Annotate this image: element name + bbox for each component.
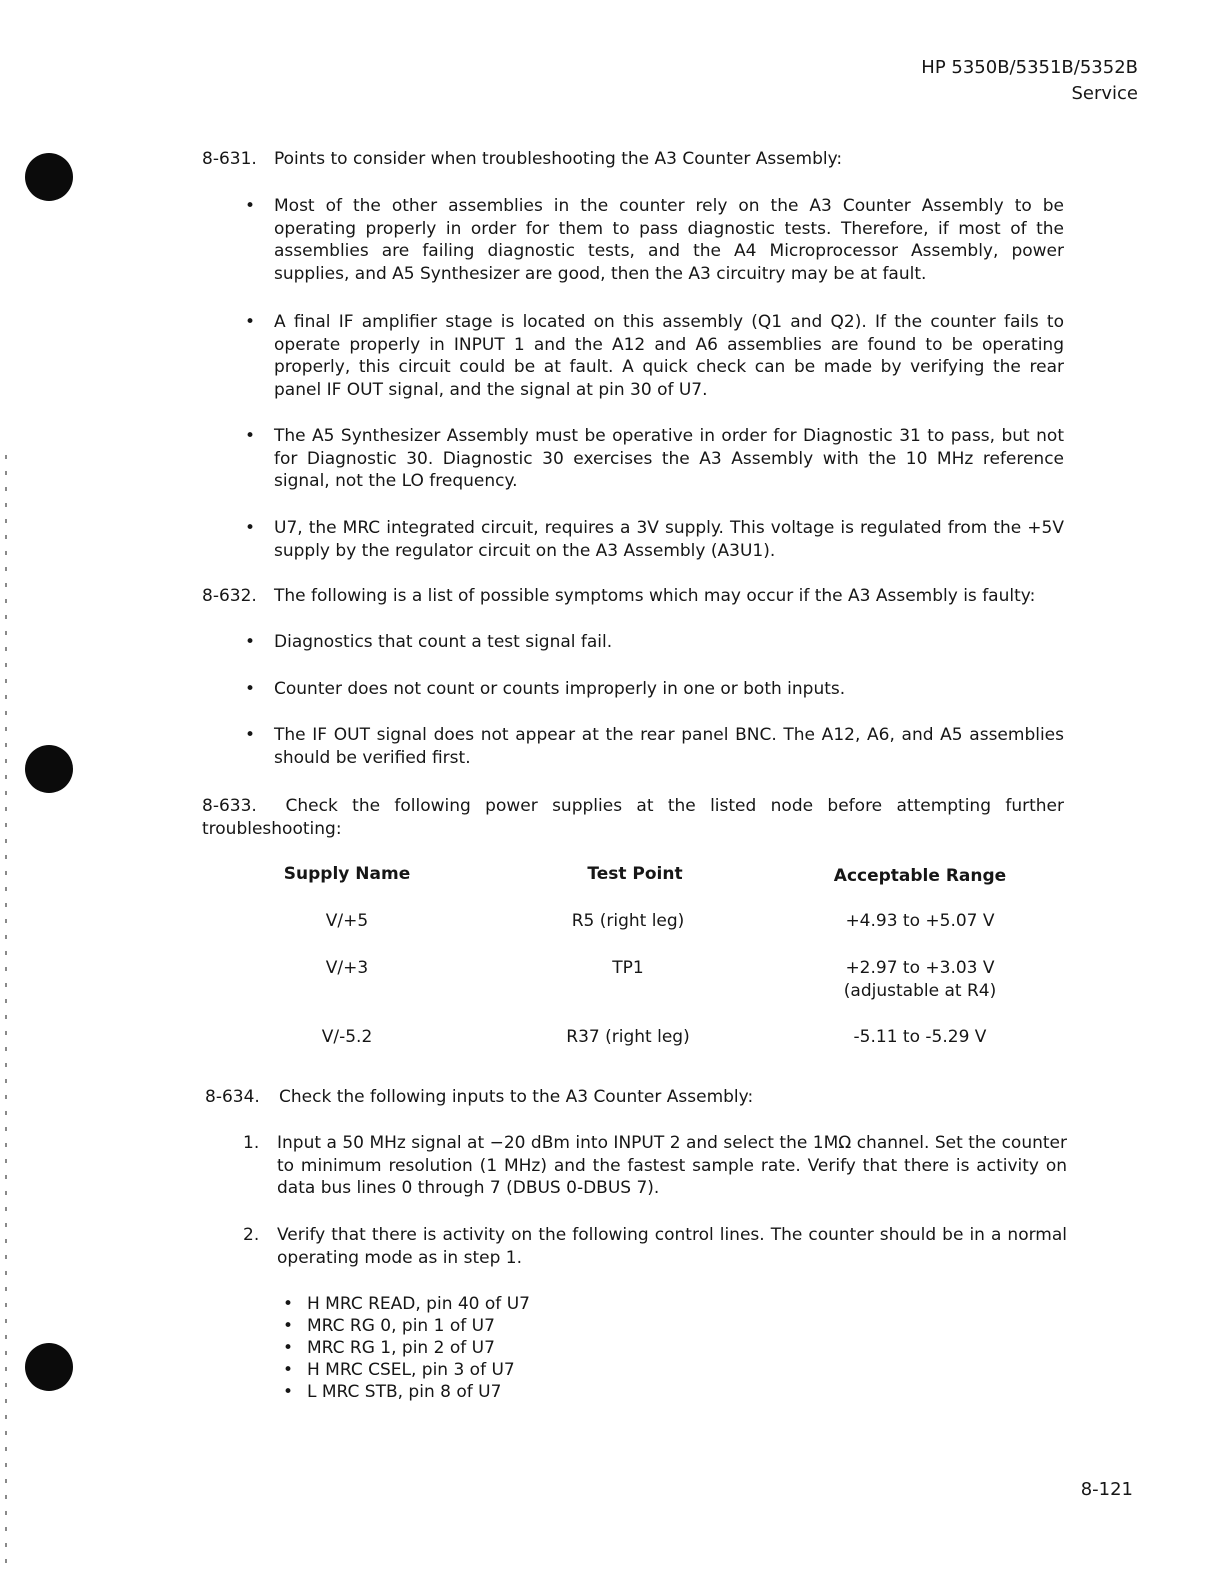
- list-item: Counter does not count or counts improperly in one or both inputs.: [274, 679, 846, 699]
- table-cell-note: (adjustable at R4): [843, 981, 997, 1001]
- column-header-supply: Supply Name: [283, 864, 411, 884]
- punch-hole-top: [25, 153, 73, 201]
- list-item: A final IF amplifier stage is located on this assembly (Q1 and Q2). If the counter fails to operate properly in INPUT 1 and the A12 and A6 assemblies are found to be operating properly, this circuit could be at fault. A quick check can be made by verifying the rear panel IF OUT signal, and the signal at pin 30 of U7.: [274, 312, 1064, 400]
- table-cell-range: +4.93 to +5.07 V: [845, 911, 995, 931]
- bullet-icon: •: [245, 518, 256, 538]
- bullet-icon: •: [245, 426, 256, 446]
- list-item: U7, the MRC integrated circuit, requires a 3V supply. This voltage is regulated from the +5V supply by the regulator circuit on the A3 Assembly (A3U1).: [274, 518, 1064, 561]
- bullet-icon: •: [245, 725, 256, 745]
- bullet-icon: •: [283, 1382, 294, 1402]
- table-cell-test-point: TP1: [612, 958, 644, 978]
- bullet-icon: •: [283, 1294, 294, 1314]
- list-item: Diagnostics that count a test signal fail.: [274, 632, 613, 652]
- step-number: 1.: [243, 1133, 260, 1153]
- margin-artifact: [5, 455, 7, 1575]
- bullet-icon: •: [283, 1360, 294, 1380]
- para-8-633-number: 8-633.: [202, 796, 257, 816]
- punch-hole-bottom: [25, 1343, 73, 1391]
- para-8-632-number: 8-632.: [202, 586, 257, 606]
- column-header-range: Acceptable Range: [833, 866, 1007, 886]
- step-number: 2.: [243, 1225, 260, 1245]
- list-item: The IF OUT signal does not appear at the rear panel BNC. The A12, A6, and A5 assemblies should be verified first.: [274, 725, 1064, 768]
- para-8-634-number: 8-634.: [205, 1087, 260, 1107]
- control-line-item: MRC RG 0, pin 1 of U7: [307, 1316, 495, 1336]
- table-cell-test-point: R5 (right leg): [571, 911, 685, 931]
- para-8-632-text: The following is a list of possible symptoms which may occur if the A3 Assembly is faulty:: [274, 586, 1036, 606]
- bullet-icon: •: [245, 679, 256, 699]
- table-cell-range: +2.97 to +3.03 V: [845, 958, 995, 978]
- bullet-icon: •: [283, 1338, 294, 1358]
- column-header-test-point: Test Point: [587, 864, 683, 884]
- table-cell-supply: V/+5: [325, 911, 369, 931]
- page-number: 8-121: [1080, 1479, 1133, 1500]
- para-8-631-text: Points to consider when troubleshooting the A3 Counter Assembly:: [274, 149, 843, 169]
- bullet-icon: •: [283, 1316, 294, 1336]
- header-section: Service: [1071, 83, 1138, 104]
- control-line-item: H MRC CSEL, pin 3 of U7: [307, 1360, 515, 1380]
- para-8-634-text: Check the following inputs to the A3 Counter Assembly:: [279, 1087, 754, 1107]
- list-item: The A5 Synthesizer Assembly must be operative in order for Diagnostic 31 to pass, but not for Diagnostic 30. Diagnostic 30 exercises the A3 Assembly with the 10 MHz reference signal, not the LO frequency.: [274, 426, 1064, 491]
- punch-hole-middle: [25, 745, 73, 793]
- control-line-item: H MRC READ, pin 40 of U7: [307, 1294, 530, 1314]
- table-cell-test-point: R37 (right leg): [566, 1027, 690, 1047]
- para-8-633: [202, 795, 1064, 840]
- bullet-icon: •: [245, 312, 256, 332]
- step-text: Verify that there is activity on the following control lines. The counter should be in a normal operating mode as in step 1.: [277, 1225, 1067, 1268]
- header-model: HP 5350B/5351B/5352B: [921, 57, 1138, 78]
- control-line-item: L MRC STB, pin 8 of U7: [307, 1382, 502, 1402]
- bullet-icon: •: [245, 196, 256, 216]
- para-8-633-text: Check the following power supplies at the listed node before attempting further troubleshooting:: [202, 796, 1064, 839]
- list-item: Most of the other assemblies in the counter rely on the A3 Counter Assembly to be operating properly in order for them to pass diagnostic tests. Therefore, if most of the assemblies are failing diagnostic tests, and the A4 Microprocessor Assembly, power supplies, and A5 Synthesizer are good, then the A3 circuitry may be at fault.: [274, 196, 1064, 284]
- table-cell-range: -5.11 to -5.29 V: [853, 1027, 987, 1047]
- page-header: [921, 55, 1138, 107]
- table-cell-supply: V/+3: [325, 958, 369, 978]
- control-line-item: MRC RG 1, pin 2 of U7: [307, 1338, 495, 1358]
- para-8-631-number: 8-631.: [202, 149, 257, 169]
- step-text: Input a 50 MHz signal at −20 dBm into INPUT 2 and select the 1MΩ channel. Set the counter to minimum resolution (1 MHz) and the fastest sample rate. Verify that there is activity on data bus lines 0 through 7 (DBUS 0-DBUS 7).: [277, 1133, 1067, 1198]
- bullet-icon: •: [245, 632, 256, 652]
- table-cell-supply: V/-5.2: [321, 1027, 373, 1047]
